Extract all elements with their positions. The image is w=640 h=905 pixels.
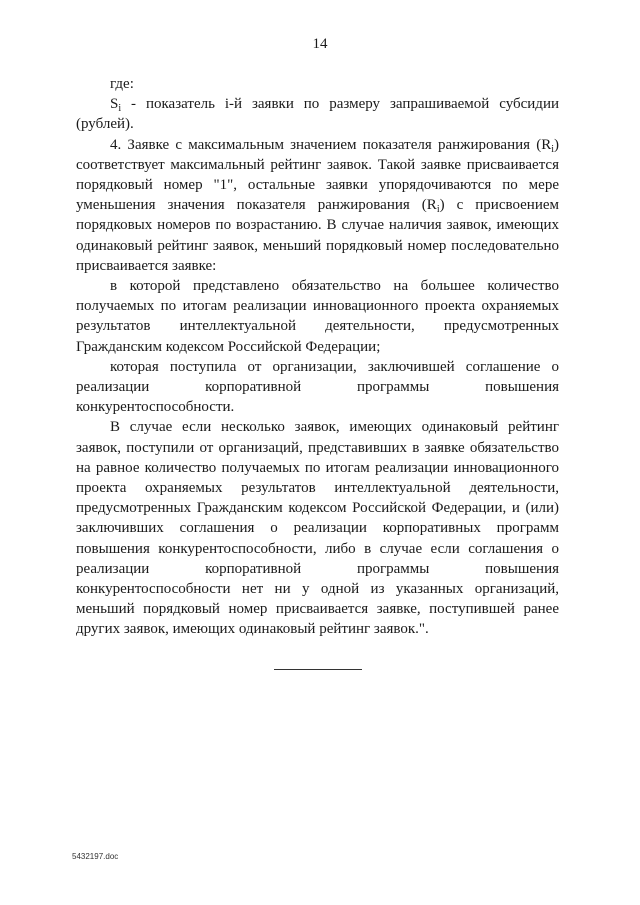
condition-item-b: которая поступила от организации, заключившей соглашение о реализации корпоративной программы повышения конкурентоспособности. bbox=[76, 358, 559, 416]
paragraph-4-subscript-1: i bbox=[551, 143, 554, 155]
s-definition-text: - показатель i-й заявки по размеру запрашиваемой субсидии (рублей). bbox=[76, 96, 559, 133]
closing-rule bbox=[274, 669, 362, 670]
paragraph-4-middle: ) соответствует максимальный рейтинг заявок. Такой заявке присваивается порядковый номер "1", остальные заявки упорядочиваются по мере уменьшения значения показателя ранжирования (R bbox=[76, 136, 559, 214]
s-symbol: S bbox=[110, 96, 119, 113]
paragraph-4 bbox=[76, 135, 559, 276]
s-subscript: i bbox=[118, 103, 122, 115]
document-body bbox=[76, 74, 559, 640]
footer-filename: 5432197.doc bbox=[72, 852, 119, 861]
paragraph-4-start: 4. Заявке с максимальным значением показателя ранжирования (R bbox=[110, 136, 552, 153]
s-definition-paragraph bbox=[76, 94, 559, 134]
paragraph-4-subscript-2: i bbox=[436, 204, 440, 216]
condition-item-a: в которой представлено обязательство на большее количество получаемых по итогам реализации инновационного проекта охраняемых результатов интеллектуальной деятельности, предусмотренных Гражданским кодексом Российской Федерации; bbox=[76, 278, 559, 355]
paragraph-4-end: ) с присвоением порядковых номеров по возрастанию. В случае наличия заявок, имеющих одинаковый рейтинг заявок, меньший порядковый номер последовательно присваивается заявке: bbox=[76, 197, 560, 274]
where-label: где: bbox=[110, 76, 134, 92]
page-number: 14 bbox=[312, 36, 328, 52]
final-paragraph: В случае если несколько заявок, имеющих одинаковый рейтинг заявок, поступили от организаций, представивших в заявке обязательство на равное количество получаемых по итогам реализации инновационного проекта охраняемых результатов интеллектуальной деятельности, предусмотренных Гражданским кодексом Российской Федерации, и (или) заключивших соглашения о реализации корпоративных программ повышения конкурентоспособности, либо в случае если соглашения о реализации корпоративной программы повышения конкурентоспособности нет ни у одной из указанных организаций, меньший порядковый номер присваивается заявке, поступившей ранее других заявок, имеющих одинаковый рейтинг заявок.". bbox=[76, 419, 559, 638]
